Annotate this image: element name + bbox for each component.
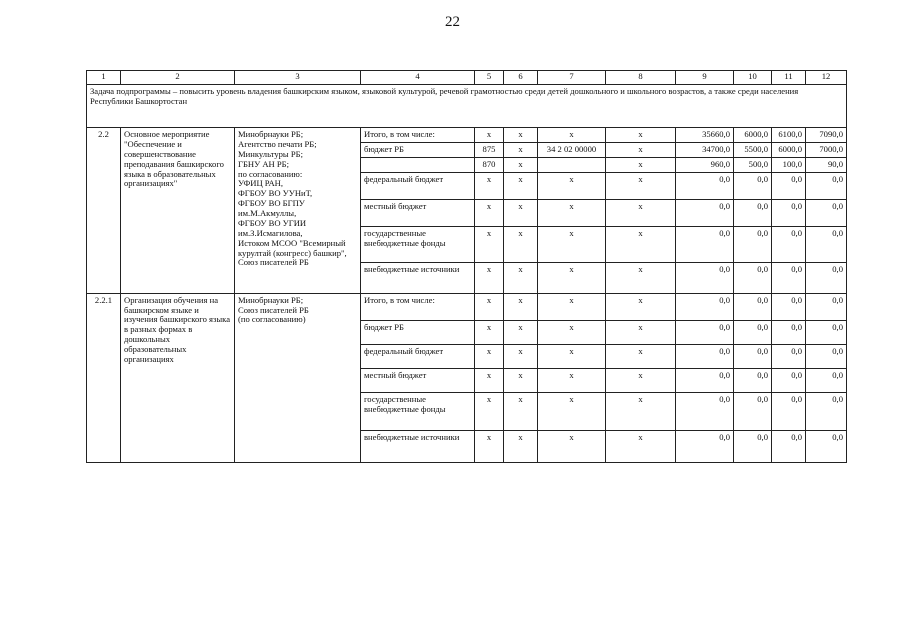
funding-source-label: внебюджетные источники — [361, 430, 475, 462]
cell-grbs: х — [475, 172, 504, 199]
cell-year2: 6100,0 — [772, 128, 806, 143]
cell-year3: 0,0 — [806, 226, 847, 262]
cell-year3: 0,0 — [806, 293, 847, 320]
header-cell: 5 — [475, 71, 504, 85]
cell-section: х — [504, 344, 538, 368]
cell-grbs: х — [475, 430, 504, 462]
cell-target-code: х — [538, 320, 606, 344]
cell-target-code: х — [538, 344, 606, 368]
cell-year2: 100,0 — [772, 157, 806, 172]
cell-section: х — [504, 172, 538, 199]
cell-year1: 0,0 — [734, 172, 772, 199]
funding-source-label: внебюджетные источники — [361, 262, 475, 293]
table-row — [87, 293, 847, 320]
cell-year3: 7090,0 — [806, 128, 847, 143]
cell-grbs: 870 — [475, 157, 504, 172]
cell-year3: 0,0 — [806, 172, 847, 199]
cell-expense-type: х — [606, 142, 676, 157]
cell-section: х — [504, 157, 538, 172]
cell-total: 0,0 — [676, 293, 734, 320]
cell-year2: 0,0 — [772, 172, 806, 199]
cell-grbs: х — [475, 392, 504, 430]
cell-year1: 0,0 — [734, 368, 772, 392]
cell-expense-type: х — [606, 344, 676, 368]
cell-year3: 0,0 — [806, 430, 847, 462]
item-number: 2.2.1 — [87, 293, 121, 462]
cell-expense-type: х — [606, 430, 676, 462]
item-name: Основное мероприятие "Обеспечение и совершенствование преподавания башкирского языка в образовательных организациях" — [121, 128, 235, 294]
cell-expense-type: х — [606, 157, 676, 172]
funding-source-label: местный бюджет — [361, 368, 475, 392]
cell-grbs: х — [475, 368, 504, 392]
header-cell: 11 — [772, 71, 806, 85]
cell-expense-type: х — [606, 293, 676, 320]
cell-year1: 0,0 — [734, 226, 772, 262]
header-cell: 10 — [734, 71, 772, 85]
cell-expense-type: х — [606, 128, 676, 143]
cell-section: х — [504, 392, 538, 430]
item-name: Организация обучения на башкирском языке и изучения башкирского языка в разных формах в дошкольных образовательных организациях — [121, 293, 235, 462]
cell-section: х — [504, 293, 538, 320]
item-number: 2.2 — [87, 128, 121, 294]
cell-year3: 7000,0 — [806, 142, 847, 157]
funding-source-label: бюджет РБ — [361, 142, 475, 157]
cell-year3: 0,0 — [806, 262, 847, 293]
header-cell: 9 — [676, 71, 734, 85]
cell-expense-type: х — [606, 262, 676, 293]
funding-source-label: федеральный бюджет — [361, 344, 475, 368]
cell-section: х — [504, 430, 538, 462]
cell-target-code: х — [538, 128, 606, 143]
cell-year2: 0,0 — [772, 226, 806, 262]
header-cell: 4 — [361, 71, 475, 85]
header-cell: 6 — [504, 71, 538, 85]
cell-grbs: х — [475, 293, 504, 320]
cell-target-code: х — [538, 392, 606, 430]
cell-section: х — [504, 368, 538, 392]
cell-year1: 5500,0 — [734, 142, 772, 157]
cell-grbs: х — [475, 262, 504, 293]
header-cell: 1 — [87, 71, 121, 85]
cell-expense-type: х — [606, 368, 676, 392]
cell-year2: 0,0 — [772, 293, 806, 320]
cell-total: 0,0 — [676, 226, 734, 262]
cell-year2: 0,0 — [772, 262, 806, 293]
funding-source-label: местный бюджет — [361, 199, 475, 226]
header-cell: 7 — [538, 71, 606, 85]
funding-source-label: Итого, в том числе: — [361, 128, 475, 143]
cell-section: х — [504, 199, 538, 226]
cell-target-code: х — [538, 368, 606, 392]
cell-section: х — [504, 142, 538, 157]
cell-expense-type: х — [606, 392, 676, 430]
cell-total: 0,0 — [676, 368, 734, 392]
funding-source-label: государственные внебюджетные фонды — [361, 226, 475, 262]
cell-year1: 0,0 — [734, 344, 772, 368]
cell-section: х — [504, 226, 538, 262]
cell-year2: 0,0 — [772, 199, 806, 226]
cell-expense-type: х — [606, 226, 676, 262]
cell-year1: 500,0 — [734, 157, 772, 172]
cell-year3: 0,0 — [806, 344, 847, 368]
cell-year3: 0,0 — [806, 368, 847, 392]
funding-source-label — [361, 157, 475, 172]
cell-year1: 0,0 — [734, 293, 772, 320]
cell-year2: 0,0 — [772, 320, 806, 344]
cell-section: х — [504, 320, 538, 344]
cell-year1: 0,0 — [734, 262, 772, 293]
funding-source-label: федеральный бюджет — [361, 172, 475, 199]
cell-year2: 6000,0 — [772, 142, 806, 157]
cell-section: х — [504, 262, 538, 293]
cell-target-code: х — [538, 172, 606, 199]
cell-year2: 0,0 — [772, 344, 806, 368]
task-text: Задача подпрограммы – повысить уровень владения башкирским языком, языковой культурой, речевой грамотностью среди детей дошкольного и школьного возрастов, а также среди населения Республики Башкортостан — [87, 85, 847, 128]
cell-grbs: х — [475, 344, 504, 368]
cell-year1: 0,0 — [734, 320, 772, 344]
cell-grbs: 875 — [475, 142, 504, 157]
funding-source-label: государственные внебюджетные фонды — [361, 392, 475, 430]
table-row — [87, 128, 847, 143]
cell-year2: 0,0 — [772, 392, 806, 430]
cell-total: 35660,0 — [676, 128, 734, 143]
cell-year2: 0,0 — [772, 430, 806, 462]
page-number: 22 — [445, 14, 460, 30]
cell-year1: 0,0 — [734, 430, 772, 462]
cell-expense-type: х — [606, 172, 676, 199]
cell-grbs: х — [475, 226, 504, 262]
cell-total: 0,0 — [676, 172, 734, 199]
cell-year1: 0,0 — [734, 199, 772, 226]
cell-total: 34700,0 — [676, 142, 734, 157]
cell-target-code: х — [538, 262, 606, 293]
cell-year3: 0,0 — [806, 199, 847, 226]
cell-total: 0,0 — [676, 199, 734, 226]
item-executors: Минобрнауки РБ; Агентство печати РБ; Минкультуры РБ; ГБНУ АН РБ; по согласованию: УФИЦ РАН, ФГБОУ ВО УУНиТ, ФГБОУ ВО БГПУ им.М.Акмуллы, ФГБОУ ВО УГИИ им.З.Исмагилова, Истоком МСОО "Всемирный курултай (конгресс) башкир", Союз писателей РБ — [235, 128, 361, 294]
cell-target-code: х — [538, 293, 606, 320]
header-cell: 2 — [121, 71, 235, 85]
cell-target-code — [538, 157, 606, 172]
cell-grbs: х — [475, 199, 504, 226]
program-table — [86, 70, 847, 463]
cell-expense-type: х — [606, 199, 676, 226]
header-row — [87, 71, 847, 85]
cell-total: 0,0 — [676, 320, 734, 344]
cell-target-code: х — [538, 199, 606, 226]
cell-target-code: х — [538, 226, 606, 262]
cell-grbs: х — [475, 320, 504, 344]
cell-expense-type: х — [606, 320, 676, 344]
task-row — [87, 85, 847, 128]
cell-grbs: х — [475, 128, 504, 143]
cell-total: 0,0 — [676, 344, 734, 368]
header-cell: 12 — [806, 71, 847, 85]
header-cell: 3 — [235, 71, 361, 85]
cell-year2: 0,0 — [772, 368, 806, 392]
cell-year3: 0,0 — [806, 320, 847, 344]
cell-year3: 90,0 — [806, 157, 847, 172]
funding-source-label: бюджет РБ — [361, 320, 475, 344]
cell-target-code: х — [538, 430, 606, 462]
cell-year1: 6000,0 — [734, 128, 772, 143]
header-cell: 8 — [606, 71, 676, 85]
cell-target-code: 34 2 02 00000 — [538, 142, 606, 157]
item-executors: Минобрнауки РБ; Союз писателей РБ (по согласованию) — [235, 293, 361, 462]
cell-total: 960,0 — [676, 157, 734, 172]
cell-year1: 0,0 — [734, 392, 772, 430]
cell-year3: 0,0 — [806, 392, 847, 430]
cell-section: х — [504, 128, 538, 143]
cell-total: 0,0 — [676, 430, 734, 462]
funding-source-label: Итого, в том числе: — [361, 293, 475, 320]
cell-total: 0,0 — [676, 262, 734, 293]
cell-total: 0,0 — [676, 392, 734, 430]
